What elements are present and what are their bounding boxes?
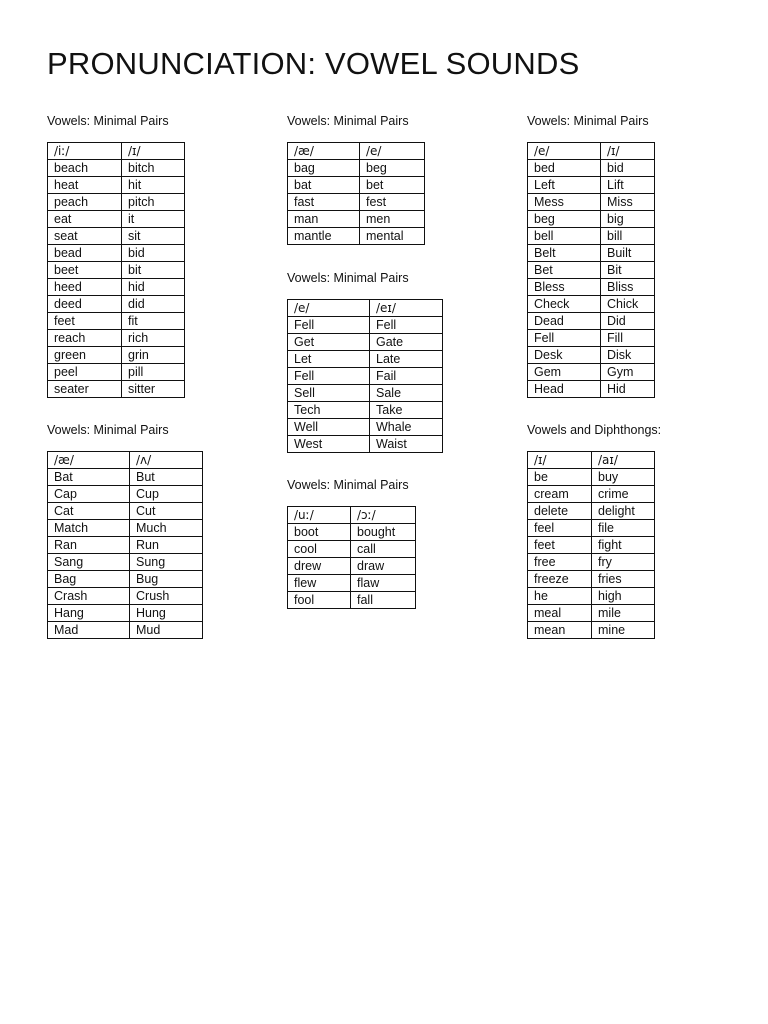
table-cell: buy xyxy=(592,469,655,486)
table-row xyxy=(288,177,425,194)
table-cell: pill xyxy=(122,364,185,381)
table-row xyxy=(528,605,655,622)
table-cell: bitch xyxy=(122,160,185,177)
table-cell: Left xyxy=(528,177,601,194)
table-row xyxy=(528,503,655,520)
table-cell: draw xyxy=(351,558,416,575)
table-row xyxy=(288,228,425,245)
table-cell: Desk xyxy=(528,347,601,364)
minimal-pairs-table xyxy=(527,142,655,398)
table-cell: mantle xyxy=(288,228,360,245)
table-row xyxy=(528,245,655,262)
table-row xyxy=(528,279,655,296)
table-cell: Did xyxy=(601,313,655,330)
table-row xyxy=(528,211,655,228)
block-heading: Vowels: Minimal Pairs xyxy=(47,423,169,437)
table-row xyxy=(528,160,655,177)
minimal-pairs-table xyxy=(287,506,416,609)
table-row xyxy=(528,262,655,279)
table-cell: Let xyxy=(288,351,370,368)
table-cell: Sale xyxy=(370,385,443,402)
table-cell: did xyxy=(122,296,185,313)
table-row xyxy=(48,279,185,296)
table-row xyxy=(48,177,185,194)
table-cell: fall xyxy=(351,592,416,609)
table-cell: seat xyxy=(48,228,122,245)
vowels-diphthongs-block xyxy=(527,422,661,639)
table-row xyxy=(48,520,203,537)
table-cell: peach xyxy=(48,194,122,211)
table-cell: flaw xyxy=(351,575,416,592)
table-cell: Dead xyxy=(528,313,601,330)
table-cell: fast xyxy=(288,194,360,211)
table-cell: Gem xyxy=(528,364,601,381)
table-row xyxy=(288,575,416,592)
table-cell: hit xyxy=(122,177,185,194)
table-cell: deed xyxy=(48,296,122,313)
table-cell: crime xyxy=(592,486,655,503)
minimal-pairs-table xyxy=(287,299,443,453)
table-row xyxy=(48,347,185,364)
table-cell: Much xyxy=(130,520,203,537)
table-cell: Bat xyxy=(48,469,130,486)
table-row xyxy=(528,554,655,571)
table-cell: Whale xyxy=(370,419,443,436)
table-cell: Fill xyxy=(601,330,655,347)
table-cell: Gym xyxy=(601,364,655,381)
table-row xyxy=(48,486,203,503)
table-row xyxy=(48,313,185,330)
table-cell: Bliss xyxy=(601,279,655,296)
table-cell: green xyxy=(48,347,122,364)
table-cell: Well xyxy=(288,419,370,436)
table-cell: fry xyxy=(592,554,655,571)
table-row xyxy=(288,385,443,402)
table-row xyxy=(528,381,655,398)
table-cell: be xyxy=(528,469,592,486)
table-row xyxy=(48,571,203,588)
table-row xyxy=(528,194,655,211)
table-cell: cool xyxy=(288,541,351,558)
table-row xyxy=(288,211,425,228)
table-cell: fool xyxy=(288,592,351,609)
table-cell: Gate xyxy=(370,334,443,351)
table-cell: Bag xyxy=(48,571,130,588)
table-cell: Sang xyxy=(48,554,130,571)
minimal-pairs-block-e-ei xyxy=(287,270,443,453)
table-cell: beg xyxy=(360,160,425,177)
table-cell: Hung xyxy=(130,605,203,622)
table-row xyxy=(288,402,443,419)
table-cell: delete xyxy=(528,503,592,520)
table-cell: Miss xyxy=(601,194,655,211)
table-cell: boot xyxy=(288,524,351,541)
table-cell: bet xyxy=(360,177,425,194)
table-cell: beg xyxy=(528,211,601,228)
table-cell: Hid xyxy=(601,381,655,398)
block-heading: Vowels: Minimal Pairs xyxy=(287,114,409,128)
table-row xyxy=(288,317,443,334)
table-cell: feel xyxy=(528,520,592,537)
table-cell: feet xyxy=(48,313,122,330)
table-cell: Fail xyxy=(370,368,443,385)
table-cell: Built xyxy=(601,245,655,262)
table-cell: bid xyxy=(601,160,655,177)
table-row xyxy=(288,436,443,453)
table-cell: fest xyxy=(360,194,425,211)
table-row xyxy=(528,588,655,605)
column-header: /e/ xyxy=(528,143,601,160)
table-cell: he xyxy=(528,588,592,605)
table-cell: reach xyxy=(48,330,122,347)
table-row xyxy=(48,537,203,554)
column-header: /æ/ xyxy=(48,452,130,469)
table-cell: Bit xyxy=(601,262,655,279)
table-cell: sitter xyxy=(122,381,185,398)
minimal-pairs-table xyxy=(527,451,655,639)
minimal-pairs-table xyxy=(47,142,185,398)
table-cell: Cap xyxy=(48,486,130,503)
table-cell: West xyxy=(288,436,370,453)
table-cell: Run xyxy=(130,537,203,554)
table-cell: file xyxy=(592,520,655,537)
table-cell: Chick xyxy=(601,296,655,313)
table-row xyxy=(288,558,416,575)
table-cell: Fell xyxy=(528,330,601,347)
table-row xyxy=(528,330,655,347)
minimal-pairs-block-e-i xyxy=(527,113,655,398)
table-cell: Bug xyxy=(130,571,203,588)
table-cell: eat xyxy=(48,211,122,228)
table-cell: bat xyxy=(288,177,360,194)
table-cell: grin xyxy=(122,347,185,364)
table-cell: fries xyxy=(592,571,655,588)
table-cell: flew xyxy=(288,575,351,592)
table-cell: Waist xyxy=(370,436,443,453)
table-cell: Mad xyxy=(48,622,130,639)
table-row xyxy=(288,351,443,368)
table-row xyxy=(528,177,655,194)
table-cell: Fell xyxy=(288,317,370,334)
block-heading: Vowels: Minimal Pairs xyxy=(527,114,649,128)
block-heading: Vowels: Minimal Pairs xyxy=(287,271,409,285)
table-cell: beach xyxy=(48,160,122,177)
table-row xyxy=(48,228,185,245)
column-header: /ɔː/ xyxy=(351,507,416,524)
table-cell: call xyxy=(351,541,416,558)
block-heading: Vowels and Diphthongs: xyxy=(527,423,662,437)
table-cell: Bless xyxy=(528,279,601,296)
table-cell: seater xyxy=(48,381,122,398)
table-cell: Crush xyxy=(130,588,203,605)
table-cell: heat xyxy=(48,177,122,194)
table-row xyxy=(288,334,443,351)
table-row xyxy=(288,160,425,177)
table-row xyxy=(48,503,203,520)
table-cell: Fell xyxy=(288,368,370,385)
column-header: /eɪ/ xyxy=(370,300,443,317)
table-row xyxy=(48,330,185,347)
table-cell: Tech xyxy=(288,402,370,419)
table-row xyxy=(288,592,416,609)
table-cell: But xyxy=(130,469,203,486)
minimal-pairs-block-u-aw xyxy=(287,477,416,609)
table-cell: men xyxy=(360,211,425,228)
table-cell: bed xyxy=(528,160,601,177)
column-header: /ɪ/ xyxy=(122,143,185,160)
table-cell: pitch xyxy=(122,194,185,211)
table-cell: mile xyxy=(592,605,655,622)
table-row xyxy=(48,160,185,177)
column-header: /e/ xyxy=(360,143,425,160)
table-row xyxy=(528,347,655,364)
table-row xyxy=(48,622,203,639)
table-cell: delight xyxy=(592,503,655,520)
column-header: /aɪ/ xyxy=(592,452,655,469)
table-cell: Bet xyxy=(528,262,601,279)
table-cell: Fell xyxy=(370,317,443,334)
table-row xyxy=(528,622,655,639)
table-cell: heed xyxy=(48,279,122,296)
table-cell: Cup xyxy=(130,486,203,503)
minimal-pairs-table xyxy=(47,451,203,639)
table-cell: Cut xyxy=(130,503,203,520)
table-cell: feet xyxy=(528,537,592,554)
table-cell: Disk xyxy=(601,347,655,364)
column-header: /ɪ/ xyxy=(528,452,592,469)
table-cell: man xyxy=(288,211,360,228)
table-cell: bill xyxy=(601,228,655,245)
table-cell: sit xyxy=(122,228,185,245)
table-cell: Crash xyxy=(48,588,130,605)
table-cell: drew xyxy=(288,558,351,575)
table-row xyxy=(288,524,416,541)
table-cell: bag xyxy=(288,160,360,177)
table-row xyxy=(528,228,655,245)
column-header: /iː/ xyxy=(48,143,122,160)
table-cell: Hang xyxy=(48,605,130,622)
minimal-pairs-block-ae-uh xyxy=(47,422,203,639)
column-header: /e/ xyxy=(288,300,370,317)
table-cell: it xyxy=(122,211,185,228)
table-cell: high xyxy=(592,588,655,605)
table-row xyxy=(288,541,416,558)
table-cell: Sung xyxy=(130,554,203,571)
table-cell: bell xyxy=(528,228,601,245)
table-cell: Check xyxy=(528,296,601,313)
table-cell: Head xyxy=(528,381,601,398)
table-row xyxy=(528,469,655,486)
table-row xyxy=(48,262,185,279)
table-row xyxy=(528,296,655,313)
table-cell: cream xyxy=(528,486,592,503)
table-cell: hid xyxy=(122,279,185,296)
table-cell: Late xyxy=(370,351,443,368)
table-cell: peel xyxy=(48,364,122,381)
table-row xyxy=(528,571,655,588)
table-row xyxy=(528,486,655,503)
table-cell: Match xyxy=(48,520,130,537)
table-row xyxy=(48,245,185,262)
table-row xyxy=(48,381,185,398)
table-cell: fit xyxy=(122,313,185,330)
table-cell: Take xyxy=(370,402,443,419)
table-row xyxy=(48,194,185,211)
table-row xyxy=(48,554,203,571)
table-cell: fight xyxy=(592,537,655,554)
column-header: /ʌ/ xyxy=(130,452,203,469)
column-header: /uː/ xyxy=(288,507,351,524)
table-cell: Lift xyxy=(601,177,655,194)
table-cell: rich xyxy=(122,330,185,347)
table-row xyxy=(288,194,425,211)
table-cell: bid xyxy=(122,245,185,262)
table-cell: bead xyxy=(48,245,122,262)
table-row xyxy=(48,364,185,381)
minimal-pairs-block-ae-e xyxy=(287,113,425,245)
table-cell: Sell xyxy=(288,385,370,402)
table-row xyxy=(528,520,655,537)
table-cell: Mud xyxy=(130,622,203,639)
table-cell: bought xyxy=(351,524,416,541)
table-cell: mental xyxy=(360,228,425,245)
table-cell: Ran xyxy=(48,537,130,554)
page-title: PRONUNCIATION: VOWEL SOUNDS xyxy=(47,46,580,81)
table-row xyxy=(48,588,203,605)
table-row xyxy=(528,364,655,381)
table-cell: meal xyxy=(528,605,592,622)
table-row xyxy=(48,296,185,313)
block-heading: Vowels: Minimal Pairs xyxy=(287,478,409,492)
table-cell: mean xyxy=(528,622,592,639)
table-row xyxy=(528,313,655,330)
table-cell: bit xyxy=(122,262,185,279)
table-cell: Cat xyxy=(48,503,130,520)
table-row xyxy=(48,211,185,228)
column-header: /ɪ/ xyxy=(601,143,655,160)
table-row xyxy=(48,469,203,486)
table-cell: Get xyxy=(288,334,370,351)
block-heading: Vowels: Minimal Pairs xyxy=(47,114,169,128)
table-row xyxy=(288,419,443,436)
table-cell: big xyxy=(601,211,655,228)
table-cell: freeze xyxy=(528,571,592,588)
table-cell: beet xyxy=(48,262,122,279)
table-row xyxy=(288,368,443,385)
table-cell: Mess xyxy=(528,194,601,211)
table-row xyxy=(48,605,203,622)
table-cell: free xyxy=(528,554,592,571)
column-header: /æ/ xyxy=(288,143,360,160)
table-row xyxy=(528,537,655,554)
table-cell: Belt xyxy=(528,245,601,262)
table-cell: mine xyxy=(592,622,655,639)
minimal-pairs-table xyxy=(287,142,425,245)
minimal-pairs-block-i-long-short xyxy=(47,113,185,398)
